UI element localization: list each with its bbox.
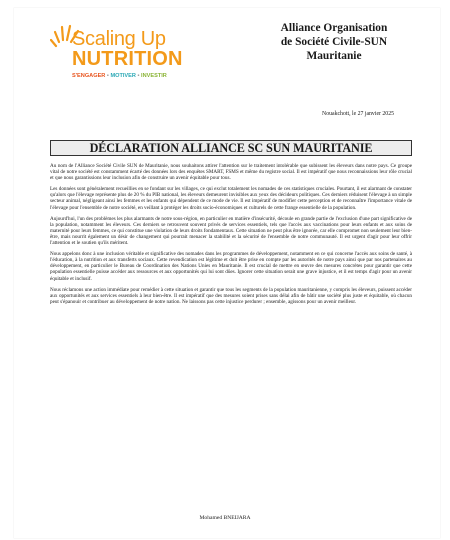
logo-tagline: S'ENGAGER • MOTIVER • INVESTIR bbox=[72, 73, 167, 79]
declaration-title: DÉCLARATION ALLIANCE SC SUN MAURITANIE bbox=[50, 140, 412, 156]
paragraph: Nous réclamons une action immédiate pour remédier à cette situation et garantir que tous les segments de la population mauritanienne, y compris les éleveurs, puissent accéder aux opportunités et aux services essentiels à leur bien-être. Il est impératif que des mesures soient prises sans délai afin de bâtir une société plus juste et équitable, où chacun peut s'épanouir et contribuer au développement de notre nation. Ne laissons pas cette injustice perdurer ; ensemble, agissons pour un avenir meilleur. bbox=[50, 286, 412, 305]
tagline-investir: INVESTIR bbox=[141, 73, 167, 79]
paragraph: Au nom de l'Alliance Société Civile SUN de Mauritanie, nous souhaitons attirer l'attention sur le traitement intolérable que subissent les éleveurs dans notre pays. Ce groupe vital de notre société est constamment écarté des données lors des enquêtes SMART, FSMS et même du registre social. Il est impératif que nous reconnaissions leur rôle crucial et que nous garantissions leur inclusion afin de construire un avenir équitable pour tous. bbox=[50, 163, 412, 182]
paragraph: Les données sont généralement recueillies en se fondant sur les villages, ce qui exclut totalement les nomades de ces statistiques cruciales. Pourtant, il est alarmant de constater qu'alors que l'élevage représente plus de 20 % du PIB national, les éleveurs demeurent invisibles aux yeux des décideurs politiques. Ces derniers réduisent l'élevage à un simple secteur animal, négligeant ainsi les femmes et les enfants qui dépendent de ce mode de vie. Il est impératif de modifier cette perception et de reconnaître l'importance vitale de l'élevage pour l'ensemble de notre société, en veillant à protéger les droits socio-économiques et culturels de cette frange essentielle de la population. bbox=[50, 186, 412, 211]
logo-scaling-up: Scaling Up bbox=[72, 28, 166, 50]
tagline-motiver: MOTIVER bbox=[110, 73, 136, 79]
document-page bbox=[14, 8, 440, 538]
organisation-name: Alliance Organisation de Société Civile-SUN Mauritanie bbox=[280, 22, 388, 62]
document-date: Nouakchott, le 27 janvier 2025 bbox=[322, 111, 394, 117]
paragraph: Nous appelons donc à une inclusion véritable et significative des nomades dans les programmes de développement, notamment en ce qui concerne l'accès aux soins de santé, à l'éducation, à la nutrition et aux transferts sociaux. Cette revendication est légitime et doit être prise en compte par les autorités de notre pays ainsi que par nos partenaires au développement, en particulier le Bureau de Coordination des Nations Unies en Mauritanie. Il est crucial de mettre en œuvre des mesures concrètes pour garantir que cette population essentielle puisse accéder aux ressources et aux opportunités qui lui sont dûes. Ignorer cette situation serait une grave injustice, et il est temps d'agir pour un avenir équitable et inclusif. bbox=[50, 251, 412, 282]
logo-nutrition: NUTRITION bbox=[72, 48, 183, 70]
declaration-body bbox=[50, 163, 412, 310]
paragraph: Aujourd'hui, l'un des problèmes les plus alarmants de notre sous-région, en particulier en matière d'insécurité, découle en grande partie de l'exclusion d'une part significative de la population, notamment les éleveurs. Ces derniers se retrouvent souvent privés de services essentiels, tels que l'accès aux vaccinations pour leurs enfants et aux soins de maternité pour leurs femmes, ce qui constitue une violation de leurs droits fondamentaux. Cette situation ne peut plus être ignorée, car elle compromet non seulement leur bien-être, mais nourrit également un désir de changement qui pourrait menacer la stabilité et la sécurité de l'ensemble de notre communauté. Il est urgent d'agir pour leur offrir l'attention et le soutien qu'ils méritent. bbox=[50, 215, 412, 247]
sun-logo bbox=[50, 22, 220, 92]
tagline-engager: S'ENGAGER bbox=[72, 73, 106, 79]
signature: Mohamed BNEIJARA bbox=[199, 515, 251, 521]
